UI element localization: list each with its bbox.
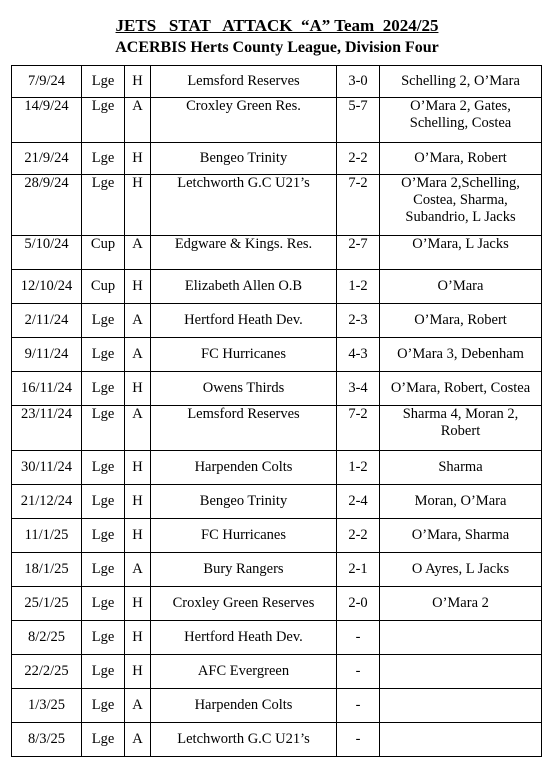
fixture-opponent: Bengeo Trinity	[151, 485, 337, 519]
fixture-venue: H	[125, 587, 151, 621]
fixture-scorers: O’Mara, Sharma	[380, 519, 542, 553]
fixture-date: 8/2/25	[12, 621, 82, 655]
fixture-scorers	[380, 723, 542, 757]
fixture-venue: H	[125, 485, 151, 519]
fixture-venue: A	[125, 723, 151, 757]
table-row	[12, 236, 542, 270]
fixture-scorers: O’Mara 2	[380, 587, 542, 621]
fixture-score: 2-3	[337, 304, 380, 338]
fixture-scorers: Schelling 2, O’Mara	[380, 66, 542, 98]
fixture-opponent: FC Hurricanes	[151, 338, 337, 372]
fixture-scorers: O’Mara 3, Debenham	[380, 338, 542, 372]
fixture-score: -	[337, 689, 380, 723]
fixture-opponent: Lemsford Reserves	[151, 66, 337, 98]
fixture-venue: A	[125, 304, 151, 338]
fixture-competition: Lge	[82, 451, 125, 485]
fixture-scorers	[380, 621, 542, 655]
fixture-scorers	[380, 655, 542, 689]
fixture-scorers: Sharma 4, Moran 2, Robert	[380, 406, 542, 451]
fixture-scorers: Sharma	[380, 451, 542, 485]
fixture-date: 25/1/25	[12, 587, 82, 621]
fixture-opponent: Elizabeth Allen O.B	[151, 270, 337, 304]
fixture-scorers: O’Mara	[380, 270, 542, 304]
table-row	[12, 143, 542, 175]
fixture-score: 2-2	[337, 519, 380, 553]
fixture-venue: A	[125, 689, 151, 723]
table-row	[12, 553, 542, 587]
fixture-competition: Lge	[82, 485, 125, 519]
table-row	[12, 485, 542, 519]
fixture-date: 1/3/25	[12, 689, 82, 723]
fixture-date: 5/10/24	[12, 236, 82, 270]
fixture-score: -	[337, 621, 380, 655]
table-row	[12, 175, 542, 236]
table-row	[12, 304, 542, 338]
fixture-date: 12/10/24	[12, 270, 82, 304]
fixture-opponent: Croxley Green Res.	[151, 98, 337, 143]
fixture-score: 4-3	[337, 338, 380, 372]
fixture-competition: Lge	[82, 406, 125, 451]
fixture-score: 3-4	[337, 372, 380, 406]
fixture-score: 2-7	[337, 236, 380, 270]
fixture-date: 14/9/24	[12, 98, 82, 143]
fixture-score: 7-2	[337, 175, 380, 236]
fixture-date: 7/9/24	[12, 66, 82, 98]
fixture-competition: Lge	[82, 304, 125, 338]
fixture-score: 1-2	[337, 451, 380, 485]
fixture-date: 22/2/25	[12, 655, 82, 689]
fixture-score: 3-0	[337, 66, 380, 98]
fixture-scorers: O’Mara, L Jacks	[380, 236, 542, 270]
fixture-score: -	[337, 723, 380, 757]
table-row	[12, 621, 542, 655]
table-row	[12, 587, 542, 621]
fixture-opponent: Hertford Heath Dev.	[151, 621, 337, 655]
fixture-date: 21/12/24	[12, 485, 82, 519]
fixture-date: 18/1/25	[12, 553, 82, 587]
fixtures-table	[11, 65, 542, 757]
fixture-scorers: O’Mara 2,Schelling, Costea, Sharma, Subandrio, L Jacks	[380, 175, 542, 236]
fixture-date: 21/9/24	[12, 143, 82, 175]
fixture-opponent: FC Hurricanes	[151, 519, 337, 553]
fixture-score: 5-7	[337, 98, 380, 143]
table-row	[12, 98, 542, 143]
fixture-opponent: Bury Rangers	[151, 553, 337, 587]
table-row	[12, 406, 542, 451]
fixture-date: 30/11/24	[12, 451, 82, 485]
fixture-competition: Lge	[82, 655, 125, 689]
fixture-scorers: O Ayres, L Jacks	[380, 553, 542, 587]
table-row	[12, 66, 542, 98]
fixture-competition: Lge	[82, 338, 125, 372]
fixture-date: 23/11/24	[12, 406, 82, 451]
fixture-scorers	[380, 689, 542, 723]
fixture-venue: A	[125, 553, 151, 587]
fixture-competition: Lge	[82, 519, 125, 553]
table-row	[12, 338, 542, 372]
fixture-competition: Lge	[82, 175, 125, 236]
fixture-venue: H	[125, 519, 151, 553]
fixture-venue: H	[125, 143, 151, 175]
fixture-score: 2-2	[337, 143, 380, 175]
fixture-venue: H	[125, 372, 151, 406]
fixture-venue: A	[125, 338, 151, 372]
fixture-competition: Lge	[82, 98, 125, 143]
table-row	[12, 655, 542, 689]
fixture-score: 2-0	[337, 587, 380, 621]
fixture-scorers: Moran, O’Mara	[380, 485, 542, 519]
fixture-competition: Lge	[82, 587, 125, 621]
fixture-opponent: Letchworth G.C U21’s	[151, 723, 337, 757]
table-row	[12, 372, 542, 406]
fixture-scorers: O’Mara, Robert	[380, 304, 542, 338]
fixtures-table-body	[12, 66, 542, 757]
fixture-venue: H	[125, 66, 151, 98]
fixture-scorers: O’Mara 2, Gates, Schelling, Costea	[380, 98, 542, 143]
fixture-venue: H	[125, 655, 151, 689]
fixture-opponent: Harpenden Colts	[151, 451, 337, 485]
fixture-date: 28/9/24	[12, 175, 82, 236]
table-row	[12, 723, 542, 757]
fixture-competition: Lge	[82, 689, 125, 723]
fixture-opponent: Letchworth G.C U21’s	[151, 175, 337, 236]
fixture-opponent: Lemsford Reserves	[151, 406, 337, 451]
fixture-competition: Lge	[82, 143, 125, 175]
fixture-competition: Cup	[82, 270, 125, 304]
fixture-venue: H	[125, 175, 151, 236]
table-row	[12, 689, 542, 723]
fixture-date: 9/11/24	[12, 338, 82, 372]
league-subtitle: ACERBIS Herts County League, Division Four	[115, 39, 439, 56]
fixture-opponent: Owens Thirds	[151, 372, 337, 406]
fixture-score: 7-2	[337, 406, 380, 451]
fixture-date: 8/3/25	[12, 723, 82, 757]
fixture-opponent: Croxley Green Reserves	[151, 587, 337, 621]
fixture-score: 2-1	[337, 553, 380, 587]
fixture-venue: H	[125, 451, 151, 485]
fixture-competition: Lge	[82, 553, 125, 587]
fixture-competition: Lge	[82, 723, 125, 757]
fixture-score: 1-2	[337, 270, 380, 304]
fixture-venue: H	[125, 621, 151, 655]
page-title: JETS STAT ATTACK “A” Team 2024/25	[115, 16, 439, 35]
fixture-opponent: Hertford Heath Dev.	[151, 304, 337, 338]
fixture-date: 16/11/24	[12, 372, 82, 406]
fixture-opponent: Edgware & Kings. Res.	[151, 236, 337, 270]
fixture-venue: H	[125, 270, 151, 304]
fixture-scorers: O’Mara, Robert	[380, 143, 542, 175]
fixture-date: 2/11/24	[12, 304, 82, 338]
table-row	[12, 270, 542, 304]
fixture-venue: A	[125, 98, 151, 143]
fixture-competition: Cup	[82, 236, 125, 270]
fixture-competition: Lge	[82, 66, 125, 98]
fixture-scorers: O’Mara, Robert, Costea	[380, 372, 542, 406]
table-row	[12, 451, 542, 485]
fixture-opponent: Harpenden Colts	[151, 689, 337, 723]
fixture-opponent: Bengeo Trinity	[151, 143, 337, 175]
fixture-score: 2-4	[337, 485, 380, 519]
table-row	[12, 519, 542, 553]
fixture-venue: A	[125, 236, 151, 270]
fixture-venue: A	[125, 406, 151, 451]
fixture-opponent: AFC Evergreen	[151, 655, 337, 689]
fixture-competition: Lge	[82, 372, 125, 406]
fixture-score: -	[337, 655, 380, 689]
fixture-competition: Lge	[82, 621, 125, 655]
fixture-date: 11/1/25	[12, 519, 82, 553]
